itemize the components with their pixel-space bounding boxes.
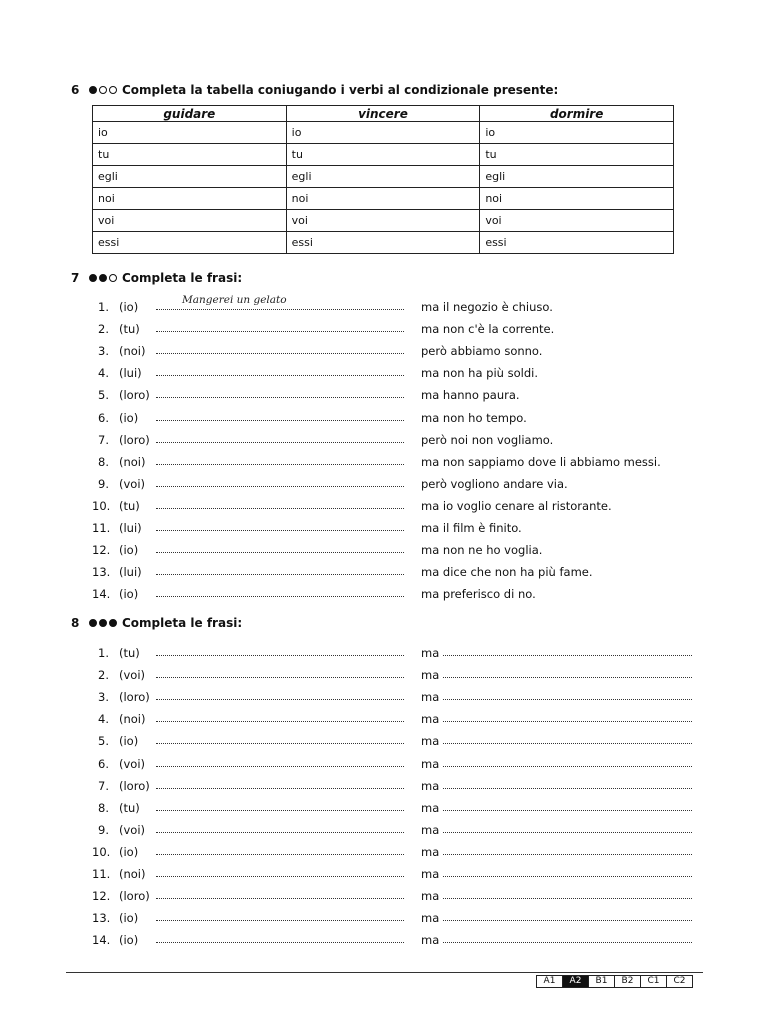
answer-blank[interactable] bbox=[156, 854, 404, 855]
sentence-row bbox=[0, 499, 768, 517]
table-row bbox=[93, 144, 674, 166]
answer-blank[interactable] bbox=[156, 920, 404, 921]
ma-conjunction: ma bbox=[421, 756, 440, 771]
exercise-6-heading bbox=[71, 83, 558, 97]
exercise-8-heading bbox=[71, 616, 242, 630]
pronoun-label: tu bbox=[485, 148, 497, 161]
ma-conjunction: ma bbox=[421, 778, 440, 793]
subject-pronoun: (tu) bbox=[119, 322, 140, 337]
exercise-7-heading bbox=[71, 271, 242, 285]
answer-blank[interactable] bbox=[156, 464, 404, 465]
ma-conjunction: ma bbox=[421, 668, 440, 683]
answer-blank[interactable] bbox=[156, 876, 404, 877]
table-row bbox=[93, 122, 674, 144]
item-number: 7. bbox=[98, 778, 109, 793]
item-number: 12. bbox=[92, 543, 111, 558]
subject-pronoun: (io) bbox=[119, 911, 139, 926]
pronoun-label: essi bbox=[98, 236, 120, 249]
sentence-ending: però abbiamo sonno. bbox=[421, 344, 543, 359]
answer-blank[interactable] bbox=[156, 766, 404, 767]
answer-blank-second[interactable] bbox=[443, 699, 692, 700]
answer-blank[interactable] bbox=[156, 832, 404, 833]
answer-cell[interactable] bbox=[93, 144, 287, 166]
ma-conjunction: ma bbox=[421, 933, 440, 948]
subject-pronoun: (noi) bbox=[119, 867, 146, 881]
item-number: 12. bbox=[92, 889, 111, 904]
answer-blank-second[interactable] bbox=[443, 743, 692, 744]
item-number: 4. bbox=[98, 712, 109, 727]
sentence-row bbox=[0, 867, 768, 885]
item-number: 5. bbox=[98, 388, 109, 403]
pronoun-label: voi bbox=[98, 214, 115, 227]
subject-pronoun: (noi) bbox=[119, 454, 146, 469]
item-number: 13. bbox=[92, 565, 111, 580]
answer-cell[interactable] bbox=[286, 144, 480, 166]
column-header-dormire: dormire bbox=[480, 106, 674, 122]
difficulty-dots bbox=[89, 619, 117, 627]
subject-pronoun: (loro) bbox=[119, 432, 150, 447]
item-number: 10. bbox=[92, 498, 111, 513]
pronoun-label: io bbox=[291, 126, 302, 139]
answer-blank-second[interactable] bbox=[443, 721, 692, 722]
answer-cell[interactable] bbox=[286, 210, 480, 232]
pronoun-label: tu bbox=[98, 148, 110, 161]
sentence-row bbox=[0, 294, 768, 318]
filled-dot-icon bbox=[89, 274, 97, 282]
sentence-row bbox=[0, 543, 768, 561]
subject-pronoun: (io) bbox=[119, 543, 139, 558]
table-row bbox=[93, 232, 674, 254]
sentence-ending: ma non ha più soldi. bbox=[421, 366, 538, 381]
answer-cell[interactable] bbox=[286, 232, 480, 254]
item-number: 8. bbox=[98, 800, 109, 815]
answer-blank[interactable] bbox=[156, 442, 404, 443]
answer-blank-second[interactable] bbox=[443, 788, 692, 789]
exercise-number: 8 bbox=[71, 616, 80, 630]
answer-blank[interactable] bbox=[156, 331, 404, 332]
ma-conjunction: ma bbox=[421, 800, 440, 815]
pronoun-label: io bbox=[98, 126, 108, 139]
pronoun-label: egli bbox=[98, 170, 118, 183]
difficulty-dots bbox=[89, 86, 117, 94]
subject-pronoun: (lui) bbox=[119, 366, 142, 381]
answer-blank[interactable] bbox=[156, 810, 404, 811]
sentence-row bbox=[0, 823, 768, 841]
table-row bbox=[93, 210, 674, 232]
sentence-ending: ma il film è finito. bbox=[421, 521, 522, 535]
sentence-row bbox=[0, 587, 768, 605]
pronoun-label: voi bbox=[291, 214, 308, 227]
sentence-ending: ma non sappiamo dove li abbiamo messi. bbox=[421, 454, 661, 469]
level-badge-c2: C2 bbox=[666, 975, 693, 988]
ma-conjunction: ma bbox=[421, 690, 440, 705]
sentence-row bbox=[0, 366, 768, 384]
filled-dot-icon bbox=[109, 619, 117, 627]
sentence-row bbox=[0, 322, 768, 340]
answer-blank[interactable] bbox=[156, 699, 404, 700]
sentence-row bbox=[0, 933, 768, 951]
item-number: 14. bbox=[92, 933, 111, 948]
subject-pronoun: (noi) bbox=[119, 344, 146, 359]
answer-blank-second[interactable] bbox=[443, 677, 692, 678]
sentence-ending: però noi non vogliamo. bbox=[421, 432, 554, 447]
sentence-row bbox=[0, 521, 768, 539]
table-row bbox=[93, 166, 674, 188]
answer-blank-second[interactable] bbox=[443, 655, 692, 656]
sentence-row bbox=[0, 433, 768, 451]
answer-blank[interactable] bbox=[156, 486, 404, 487]
sentence-row bbox=[0, 565, 768, 583]
footer-divider bbox=[66, 972, 703, 973]
sentence-row bbox=[0, 845, 768, 863]
sentence-row bbox=[0, 757, 768, 775]
answer-blank[interactable] bbox=[156, 353, 404, 354]
sentence-row bbox=[0, 455, 768, 473]
answer-cell[interactable] bbox=[286, 188, 480, 210]
subject-pronoun: (loro) bbox=[119, 690, 150, 705]
sentence-ending: ma non c'è la corrente. bbox=[421, 322, 555, 337]
exercise-number: 7 bbox=[71, 271, 80, 285]
sentence-ending: ma dice che non ha più fame. bbox=[421, 565, 593, 580]
column-header-guidare: guidare bbox=[93, 106, 287, 122]
exercise-number: 6 bbox=[71, 83, 80, 97]
answer-blank[interactable] bbox=[156, 552, 404, 553]
subject-pronoun: (loro) bbox=[119, 778, 150, 793]
sentence-row bbox=[0, 668, 768, 686]
sentence-row bbox=[0, 801, 768, 819]
ma-conjunction: ma bbox=[421, 822, 440, 837]
answer-cell[interactable] bbox=[480, 232, 674, 254]
table-row bbox=[93, 188, 674, 210]
subject-pronoun: (io) bbox=[119, 410, 139, 425]
answer-cell[interactable] bbox=[93, 232, 287, 254]
item-number: 8. bbox=[98, 454, 109, 469]
answer-blank-second[interactable] bbox=[443, 766, 692, 767]
subject-pronoun: (tu) bbox=[119, 498, 140, 513]
item-number: 11. bbox=[92, 521, 111, 535]
level-badge-a2: A2 bbox=[562, 975, 589, 988]
answer-blank[interactable] bbox=[156, 420, 404, 421]
conjugation-table bbox=[92, 105, 674, 254]
answer-blank[interactable] bbox=[156, 721, 404, 722]
item-number: 2. bbox=[98, 668, 109, 683]
ma-conjunction: ma bbox=[421, 911, 440, 926]
sentence-row bbox=[0, 690, 768, 708]
pronoun-label: noi bbox=[98, 192, 115, 205]
exercise-7-title: Completa le frasi: bbox=[122, 271, 243, 285]
pronoun-label: egli bbox=[291, 170, 312, 183]
subject-pronoun: (voi) bbox=[119, 822, 146, 837]
answer-cell[interactable] bbox=[286, 122, 480, 144]
ma-conjunction: ma bbox=[421, 867, 440, 881]
answer-cell[interactable] bbox=[480, 188, 674, 210]
item-number: 5. bbox=[98, 734, 109, 749]
pronoun-label: noi bbox=[485, 192, 503, 205]
ma-conjunction: ma bbox=[421, 889, 440, 904]
item-number: 11. bbox=[92, 867, 111, 881]
subject-pronoun: (io) bbox=[119, 734, 139, 749]
pronoun-label: noi bbox=[291, 192, 309, 205]
answer-blank[interactable] bbox=[156, 596, 404, 597]
level-badge-b1: B1 bbox=[588, 975, 615, 988]
answer-cell[interactable] bbox=[480, 144, 674, 166]
item-number: 2. bbox=[98, 322, 109, 337]
difficulty-dots bbox=[89, 274, 117, 282]
answer-blank[interactable] bbox=[156, 677, 404, 678]
sentence-row bbox=[0, 344, 768, 362]
sentence-row bbox=[0, 911, 768, 929]
answer-blank[interactable] bbox=[156, 574, 404, 575]
sentence-row bbox=[0, 712, 768, 730]
answer-cell[interactable] bbox=[286, 166, 480, 188]
answer-blank-second[interactable] bbox=[443, 920, 692, 921]
item-number: 3. bbox=[98, 690, 109, 705]
level-indicator bbox=[537, 975, 693, 988]
pronoun-label: essi bbox=[291, 236, 313, 249]
sentence-ending: ma hanno paura. bbox=[421, 388, 520, 403]
subject-pronoun: (voi) bbox=[119, 668, 146, 683]
answer-blank[interactable] bbox=[156, 942, 404, 943]
subject-pronoun: (io) bbox=[119, 587, 139, 602]
filled-dot-icon bbox=[99, 274, 107, 282]
answer-cell[interactable] bbox=[480, 122, 674, 144]
sentence-ending: però vogliono andare via. bbox=[421, 476, 568, 491]
sentence-row bbox=[0, 646, 768, 664]
item-number: 1. bbox=[98, 646, 109, 660]
answer-blank-second[interactable] bbox=[443, 810, 692, 811]
answer-cell[interactable] bbox=[93, 122, 287, 144]
subject-pronoun: (tu) bbox=[119, 800, 140, 815]
subject-pronoun: (loro) bbox=[119, 889, 150, 904]
subject-pronoun: (voi) bbox=[119, 476, 146, 491]
sentence-ending: ma il negozio è chiuso. bbox=[421, 300, 553, 314]
item-number: 14. bbox=[92, 587, 111, 602]
subject-pronoun: (io) bbox=[119, 300, 139, 314]
level-badge-a1: A1 bbox=[536, 975, 563, 988]
answer-blank[interactable] bbox=[156, 397, 404, 398]
sentence-ending: ma non ho tempo. bbox=[421, 410, 527, 425]
level-badge-c1: C1 bbox=[640, 975, 667, 988]
answer-blank-second[interactable] bbox=[443, 854, 692, 855]
empty-dot-icon bbox=[109, 274, 117, 282]
item-number: 4. bbox=[98, 366, 109, 381]
sentence-ending: ma non ne ho voglia. bbox=[421, 543, 543, 558]
answer-blank-second[interactable] bbox=[443, 876, 692, 877]
subject-pronoun: (lui) bbox=[119, 565, 142, 580]
subject-pronoun: (io) bbox=[119, 933, 139, 948]
item-number: 6. bbox=[98, 410, 109, 425]
level-badge-b2: B2 bbox=[614, 975, 641, 988]
item-number: 1. bbox=[98, 300, 109, 314]
sentence-row bbox=[0, 388, 768, 406]
answer-blank-second[interactable] bbox=[443, 832, 692, 833]
ma-conjunction: ma bbox=[421, 646, 440, 660]
answer-cell[interactable] bbox=[93, 210, 287, 232]
subject-pronoun: (tu) bbox=[119, 646, 140, 660]
sentence-row bbox=[0, 734, 768, 752]
item-number: 7. bbox=[98, 432, 109, 447]
answer-cell[interactable] bbox=[93, 166, 287, 188]
pronoun-label: essi bbox=[485, 236, 507, 249]
answer-blank[interactable] bbox=[156, 375, 404, 376]
sentence-ending: ma preferisco di no. bbox=[421, 587, 536, 602]
empty-dot-icon bbox=[99, 86, 107, 94]
ma-conjunction: ma bbox=[421, 734, 440, 749]
subject-pronoun: (io) bbox=[119, 844, 139, 859]
empty-dot-icon bbox=[109, 86, 117, 94]
item-number: 3. bbox=[98, 344, 109, 359]
answer-blank[interactable] bbox=[156, 530, 404, 531]
pronoun-label: io bbox=[485, 126, 496, 139]
ma-conjunction: ma bbox=[421, 712, 440, 727]
sentence-ending: ma io voglio cenare al ristorante. bbox=[421, 498, 612, 513]
sentence-row bbox=[0, 889, 768, 907]
pronoun-label: tu bbox=[291, 148, 303, 161]
answer-cell[interactable] bbox=[480, 210, 674, 232]
answer-blank[interactable] bbox=[156, 743, 404, 744]
answer-blank[interactable] bbox=[156, 898, 404, 899]
item-number: 9. bbox=[98, 476, 109, 491]
sentence-row bbox=[0, 477, 768, 495]
sentence-row bbox=[0, 411, 768, 429]
item-number: 13. bbox=[92, 911, 111, 926]
sentence-row bbox=[0, 779, 768, 797]
answer-blank[interactable] bbox=[156, 788, 404, 789]
handwritten-answer: Mangerei un gelato bbox=[182, 294, 287, 306]
ma-conjunction: ma bbox=[421, 844, 440, 859]
answer-blank-second[interactable] bbox=[443, 942, 692, 943]
answer-blank[interactable] bbox=[156, 655, 404, 656]
filled-dot-icon bbox=[99, 619, 107, 627]
subject-pronoun: (voi) bbox=[119, 756, 146, 771]
subject-pronoun: (loro) bbox=[119, 388, 150, 403]
filled-dot-icon bbox=[89, 619, 97, 627]
column-header-vincere: vincere bbox=[286, 106, 480, 122]
item-number: 9. bbox=[98, 822, 109, 837]
table-header-row bbox=[93, 106, 674, 122]
answer-cell[interactable] bbox=[93, 188, 287, 210]
exercise-6-title: Completa la tabella coniugando i verbi al condizionale presente: bbox=[122, 83, 559, 97]
pronoun-label: voi bbox=[485, 214, 502, 227]
exercise-8-title: Completa le frasi: bbox=[122, 616, 243, 630]
subject-pronoun: (noi) bbox=[119, 712, 146, 727]
answer-blank[interactable] bbox=[156, 309, 404, 310]
item-number: 10. bbox=[92, 844, 111, 859]
item-number: 6. bbox=[98, 756, 109, 771]
pronoun-label: egli bbox=[485, 170, 506, 183]
answer-blank[interactable] bbox=[156, 508, 404, 509]
answer-blank-second[interactable] bbox=[443, 898, 692, 899]
answer-cell[interactable] bbox=[480, 166, 674, 188]
filled-dot-icon bbox=[89, 86, 97, 94]
subject-pronoun: (lui) bbox=[119, 521, 142, 535]
